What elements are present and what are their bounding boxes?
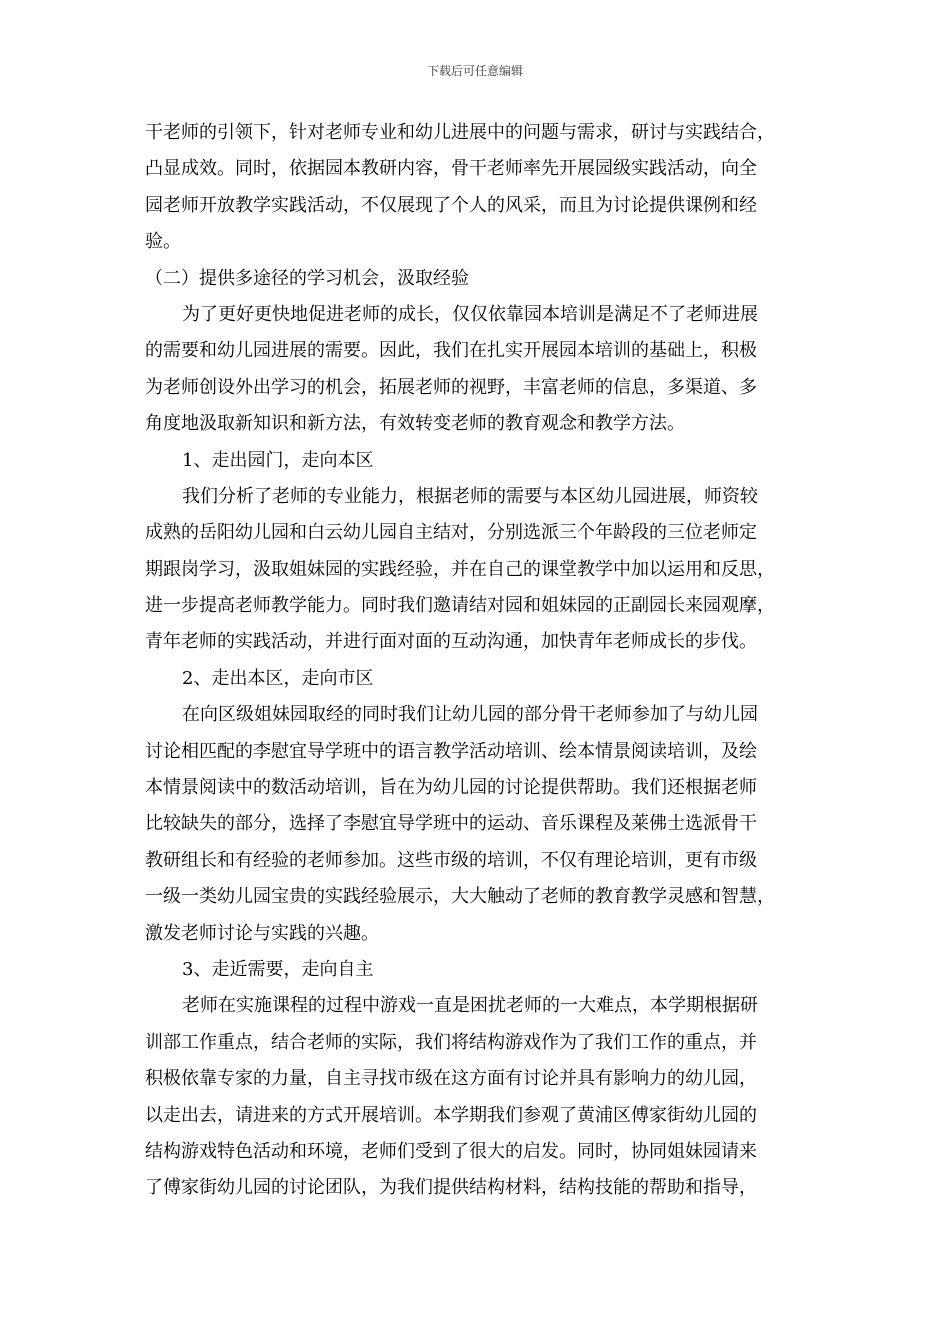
text-line: 成熟的岳阳幼儿园和白云幼儿园自主结对，分别选派三个年龄段的三位老师定 xyxy=(145,522,757,544)
text-line: 结构游戏特色活动和环境，老师们受到了很大的启发。同时，协同姐妹园请来 xyxy=(145,1140,757,1162)
text-line: 一级一类幼儿园宝贵的实践经验展示，大大触动了老师的教育教学灵感和智慧， xyxy=(145,886,775,908)
text-line: 本情景阅读中的数活动培训，旨在为幼儿园的讨论提供帮助。我们还根据老师 xyxy=(145,777,757,799)
text-line: 进一步提高老师教学能力。同时我们邀请结对园和姐妹园的正副园长来园观摩， xyxy=(145,595,775,617)
text-line: 讨论相匹配的李慰宜导学班中的语言教学活动培训、绘本情景阅读培训，及绘 xyxy=(145,740,757,762)
text-line: 3、走近需要，走向自主 xyxy=(182,958,374,980)
text-line: 青年老师的实践活动，并进行面对面的互动沟通，加快青年老师成长的步伐。 xyxy=(145,631,757,653)
text-line: 比较缺失的部分，选择了李慰宜导学班中的运动、音乐课程及莱佛士选派骨干 xyxy=(145,813,757,835)
text-line: 期跟岗学习，汲取姐妹园的实践经验，并在自己的课堂教学中加以运用和反思， xyxy=(145,558,775,580)
text-line: 验。 xyxy=(145,231,181,253)
document-body xyxy=(145,115,825,1207)
text-line: 2、走出本区，走向市区 xyxy=(182,667,374,689)
text-line: 为了更好更快地促进老师的成长，仅仅依靠园本培训是满足不了老师进展 xyxy=(182,303,758,325)
text-line: （二）提供多途径的学习机会，汲取经验 xyxy=(145,267,469,289)
text-line: 激发老师讨论与实践的兴趣。 xyxy=(145,922,379,944)
text-line: 老师在实施课程的过程中游戏一直是困扰老师的一大难点，本学期根据研 xyxy=(182,995,758,1017)
text-line: 训部工作重点，结合老师的实际，我们将结构游戏作为了我们工作的重点，并 xyxy=(145,1031,757,1053)
text-line: 1、走出园门，走向本区 xyxy=(182,449,374,471)
text-line: 角度地汲取新知识和新方法，有效转变老师的教育观念和教学方法。 xyxy=(145,413,685,435)
text-line: 以走出去，请进来的方式开展培训。本学期我们参观了黄浦区傅家街幼儿园的 xyxy=(145,1104,757,1126)
text-line: 的需要和幼儿园进展的需要。因此，我们在扎实开展园本培训的基础上，积极 xyxy=(145,340,757,362)
text-line: 凸显成效。同时，依据园本教研内容，骨干老师率先开展园级实践活动，向全 xyxy=(145,158,757,180)
text-line: 教研组长和有经验的老师参加。这些市级的培训，不仅有理论培训，更有市级 xyxy=(145,849,757,871)
text-line: 干老师的引领下，针对老师专业和幼儿进展中的问题与需求，研讨与实践结合， xyxy=(145,122,775,143)
text-line: 了傅家街幼儿园的讨论团队，为我们提供结构材料，结构技能的帮助和指导， xyxy=(145,1177,757,1199)
text-line: 园老师开放教学实践活动，不仅展现了个人的风采，而且为讨论提供课例和经 xyxy=(145,194,757,216)
text-line: 积极依靠专家的力量，自主寻找市级在这方面有讨论并具有影响力的幼儿园， xyxy=(145,1068,757,1090)
text-line: 为老师创设外出学习的机会，拓展老师的视野，丰富老师的信息，多渠道、多 xyxy=(145,376,757,398)
text-line: 在向区级姐妹园取经的同时我们让幼儿园的部分骨干老师参加了与幼儿园 xyxy=(182,704,758,726)
page-header: 下载后可任意编辑 xyxy=(426,64,523,78)
text-line: 我们分析了老师的专业能力，根据老师的需要与本区幼儿园进展，师资较 xyxy=(182,485,758,507)
